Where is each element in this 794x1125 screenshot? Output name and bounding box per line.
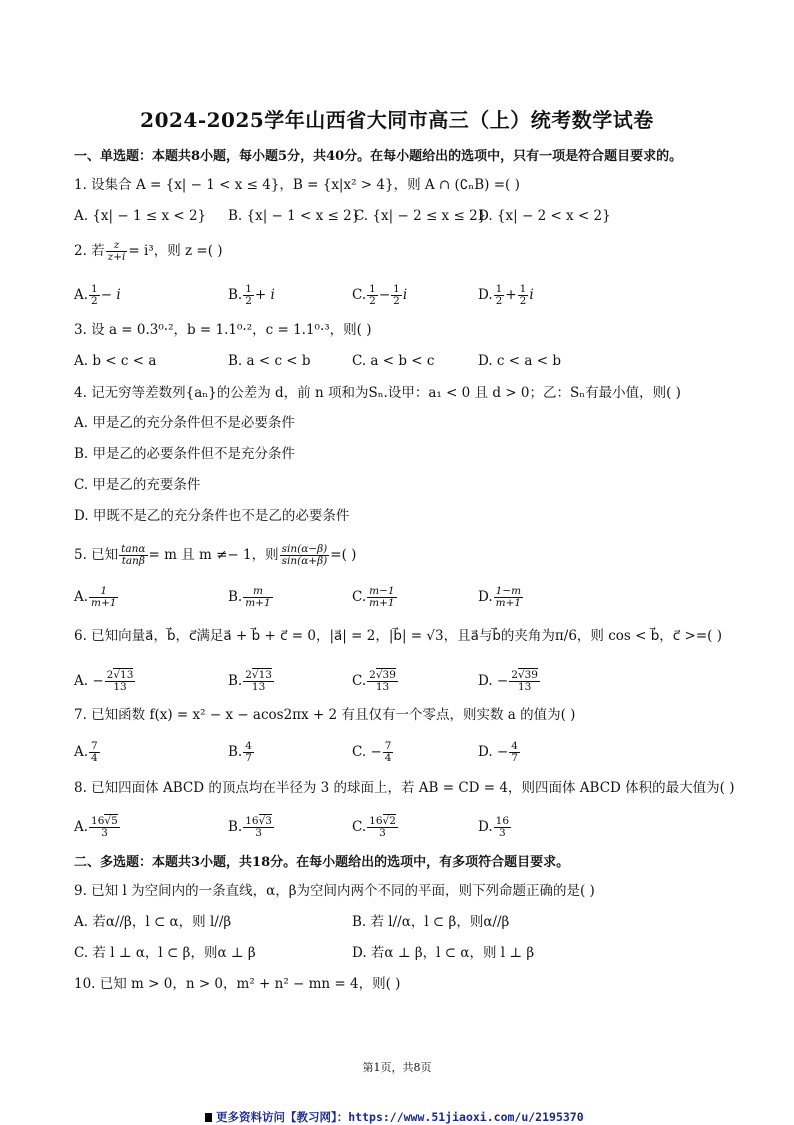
q2-den: z+i [107,251,126,263]
q5-n1: tanα [121,543,146,555]
q7-option-b: B. $\frac{4}{7}$ [228,740,252,764]
q5-option-c: C. $\frac{m-1}{m+1}$ [352,585,395,609]
page-title: 2024-2025学年山西省大同市高三（上）统考数学试卷 [140,108,654,132]
q5-post: =( ) [330,547,357,563]
q3-option-d: D. c < a < b [478,353,561,369]
q6-option-c-label: C. [352,673,367,689]
q6-option-c: C. $\frac{2√39}{13}$ [352,669,396,693]
q2-option-c-label: C. [352,287,367,303]
q3-option-a: A. b < c < a [74,353,157,369]
q2-option-a: A. $\frac{1}{2}$ − i [74,283,121,307]
question-6: 6. 已知向量a⃗，b⃗，c⃗满足a⃗ + b⃗ + c⃗ = 0，|a⃗| = 2，|b⃗| = √3，且a⃗与b⃗的夹角为π/6，则 cos < b⃗，c⃗ >=( ) [74,628,722,644]
q5-mid: = m 且 m ≠− 1，则 [148,547,279,563]
q5-option-a-label: A. [74,589,89,605]
question-2 [74,240,223,263]
q1-option-d: D. {x| − 2 < x < 2} [478,208,611,224]
q5-option-d-label: D. [478,589,493,605]
q5-d1: tanβ [121,555,145,567]
q1-option-a: A. {x| − 1 ≤ x < 2} [74,208,207,224]
q8-option-b-label: B. [228,819,243,835]
question-4: 4. 记无穷等差数列{aₙ}的公差为 d，前 n 项和为Sₙ.设甲：a₁ < 0 且 d > 0；乙：Sₙ有最小值，则( ) [74,385,681,401]
q4-option-a: A. 甲是乙的充分条件但不是必要条件 [74,415,295,431]
q8-option-a-label: A. [74,819,89,835]
q6-option-a-label: A. [74,673,89,689]
q2-stem-post: = i³，则 z =( ) [128,243,223,259]
q1-option-b: B. {x| − 1 < x ≤ 2} [228,208,361,224]
q7-option-d: D. − $\frac{4}{7}$ [478,740,518,764]
q2-option-c: C. $\frac{1}{2}$ − $\frac{1}{2}$ i [352,283,408,307]
question-9: 9. 已知 l 为空间内的一条直线，α，β为空间内两个不同的平面，则下列命题正确的是( ) [74,883,595,899]
q9-option-b: B. 若 l//α，l ⊂ β，则α//β [352,914,510,930]
question-8: 8. 已知四面体 ABCD 的顶点均在半径为 3 的球面上，若 AB = CD = 4，则四面体 ABCD 体积的最大值为( ) [74,780,735,796]
banner-text: 更多资料访问【教习网】：https://www.51jiaoxi.com/u/2195370 [216,1110,584,1124]
q1-option-c: C. {x| − 2 ≤ x ≤ 2} [354,208,487,224]
page-footer: 第1页，共8页 [362,1061,432,1074]
q3-option-c: C. a < b < c [352,353,435,369]
question-10: 10. 已知 m > 0，n > 0，m² + n² − mn = 4，则( ) [74,976,401,992]
q5-d2: sin(α+β) [281,555,328,567]
q8-option-c: C. $\frac{16√2}{3}$ [352,815,396,839]
resource-banner[interactable] [205,1109,584,1125]
q2-fraction [106,240,128,263]
q5-option-b: B. $\frac{m}{m+1}$ [228,585,271,609]
q9-option-c: C. 若 l ⊥ α，l ⊂ β，则α ⊥ β [74,945,256,961]
q7-option-c: C. − $\frac{7}{4}$ [352,740,392,764]
question-7: 7. 已知函数 f(x) = x² − x − acos2πx + 2 有且仅有一个零点，则实数 a 的值为( ) [74,707,576,723]
q4-option-b: B. 甲是乙的必要条件但不是充分条件 [74,446,296,462]
q6-option-d-label: D. [478,673,493,689]
q7-option-b-label: B. [228,744,243,760]
q8-option-c-label: C. [352,819,367,835]
q2-num: z [106,240,128,252]
question-1: 1. 设集合 A = {x| − 1 < x ≤ 4}，B = {x|x² > 4}，则 A ∩ (∁ₙB) =( ) [74,177,520,193]
q7-option-a-label: A. [74,744,89,760]
q9-option-d: D. 若α ⊥ β，l ⊂ α，则 l ⊥ β [352,945,535,961]
q9-option-a: A. 若α//β，l ⊂ α，则 l//β [74,914,232,930]
section-heading-multi-choice: 二、多选题：本题共3小题，共18分。在每小题给出的选项中，有多项符合题目要求。 [74,855,570,870]
section-heading-single-choice: 一、单选题：本题共8小题，每小题5分，共40分。在每小题给出的选项中，只有一项是符合题目要求的。 [74,149,683,164]
q7-option-a: A. $\frac{7}{4}$ [74,740,98,764]
q7-option-c-label: C. [352,744,367,760]
question-5 [74,544,356,567]
q8-option-d: D. $\frac{16}{3}$ [478,815,510,839]
q6-option-a: A. − $\frac{2√13}{13}$ [74,669,134,693]
q2-option-d-label: D. [478,287,493,303]
q8-option-d-label: D. [478,819,493,835]
q5-option-b-label: B. [228,589,243,605]
q2-option-d: D. $\frac{1}{2}$ + $\frac{1}{2}$ i [478,283,534,307]
q2-option-b: B. $\frac{1}{2}$ + i [228,283,275,307]
q4-option-c: C. 甲是乙的充要条件 [74,477,201,493]
q6-option-b: B. $\frac{2√13}{13}$ [228,669,272,693]
q2-stem-pre: 2. 若 [74,243,105,259]
q5-n2: sin(α−β) [281,543,328,555]
q5-option-d: D. $\frac{1-m}{m+1}$ [478,585,522,609]
question-3: 3. 设 a = 0.3⁰·²，b = 1.1⁰·²，c = 1.1⁰·³，则( ) [74,322,372,338]
q2-option-b-label: B. [228,287,243,303]
q6-option-b-label: B. [228,673,243,689]
q5-fraction-1 [119,544,147,567]
q8-option-a: A. $\frac{16√5}{3}$ [74,815,118,839]
q4-option-d: D. 甲既不是乙的充分条件也不是乙的必要条件 [74,508,350,524]
q6-option-d: D. − $\frac{2√39}{13}$ [478,669,538,693]
q3-option-b: B. a < c < b [228,353,311,369]
q8-option-b: B. $\frac{16√3}{3}$ [228,815,272,839]
q2-option-a-label: A. [74,287,89,303]
q5-option-a: A. $\frac{1}{m+1}$ [74,585,117,609]
flag-icon [205,1113,212,1122]
q5-option-c-label: C. [352,589,367,605]
q5-fraction-2 [280,544,330,567]
q5-pre: 5. 已知 [74,547,119,563]
q7-option-d-label: D. [478,744,493,760]
